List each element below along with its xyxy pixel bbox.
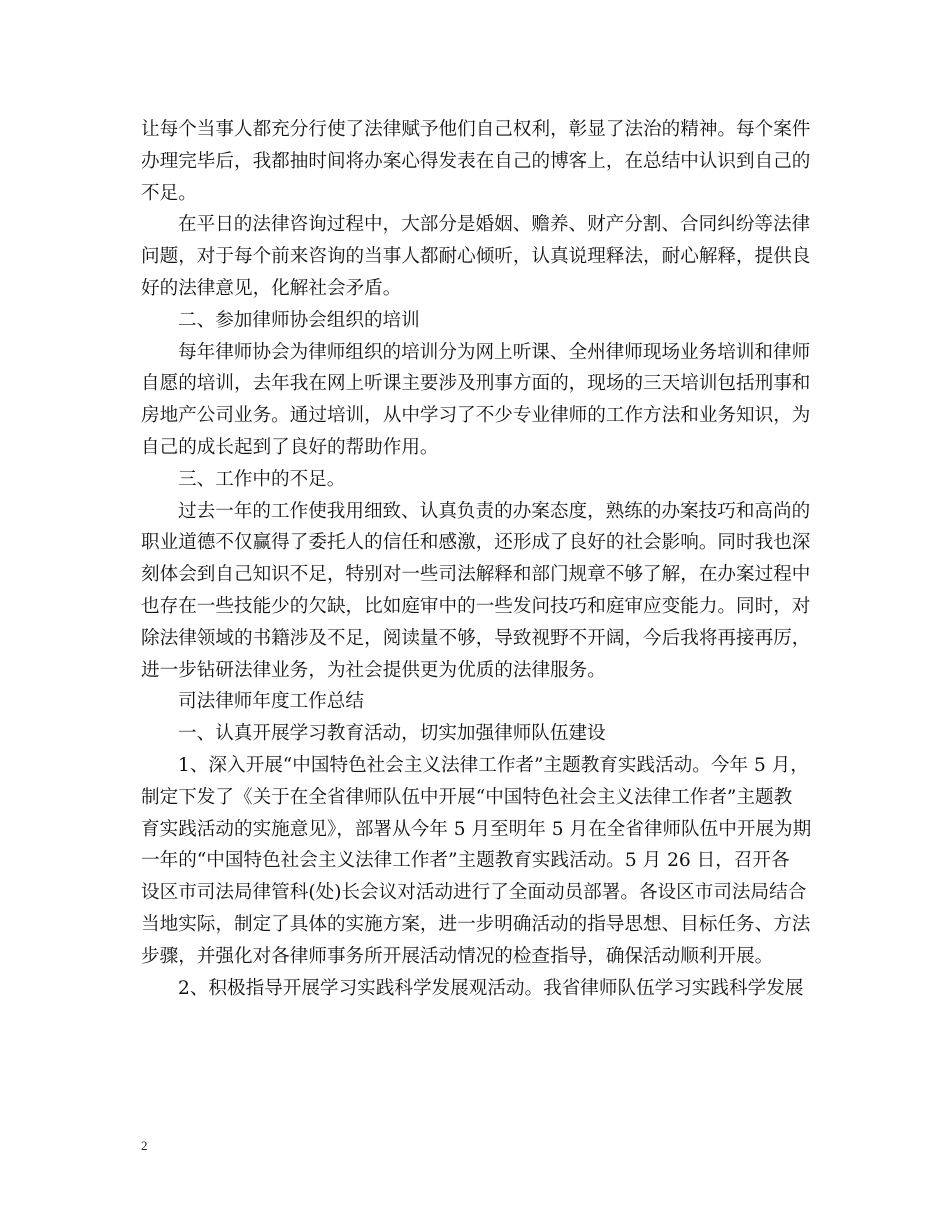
text-line: 1、深入开展“中国特色社会主义法律工作者”主题教育实践活动。今年 5 月， [178,754,809,776]
document-body [141,114,813,1004]
text-line: 一年的“中国特色社会主义法律工作者”主题教育实践活动。5 月 26 日，召开各 [141,850,790,872]
text-line: 每年律师协会为律师组织的培训分为网上听课、全州律师现场业务培训和律师 [178,341,811,363]
text-line: 职业道德不仅赢得了委托人的信任和感激，还形成了良好的社会影响。同时我也深 [141,532,811,554]
text-line: 二、参加律师协会组织的培训 [178,309,420,331]
text-line: 自己的成长起到了良好的帮助作用。 [141,436,439,458]
paragraph [141,114,813,209]
text-line: 设区市司法局律管科(处)长会议对活动进行了全面动员部署。各设区市司法局结合 [141,882,807,904]
text-line: 问题，对于每个前来咨询的当事人都耐心倾听，认真说理释法，耐心解释，提供良 [141,246,811,268]
text-line: 三、工作中的不足。 [178,468,346,490]
text-line: 让每个当事人都充分行使了法律赋予他们自己权利，彰显了法治的精神。每个案件 [141,119,811,140]
paragraph [141,464,813,496]
paragraph [141,973,813,1005]
text-line: 房地产公司业务。通过培训，从中学习了不少专业律师的工作方法和业务知识，为 [141,405,811,427]
text-line: 当地实际，制定了具体的实施方案，进一步明确活动的指导思想、目标任务、方法 [141,913,811,935]
text-line: 制定下发了《关于在全省律师队伍中开展“中国特色社会主义法律工作者”主题教 [141,786,793,808]
text-line: 自愿的培训，去年我在网上听课主要涉及刑事方面的，现场的三天培训包括刑事和 [141,373,811,395]
paragraph [141,750,813,973]
text-line: 除法律领域的书籍涉及不足，阅读量不够，导致视野不开阔，今后我将再接再厉， [141,627,811,649]
text-line: 刻体会到自己知识不足，特别对一些司法解释和部门规章不够了解，在办案过程中 [141,564,811,586]
text-line: 过去一年的工作使我用细致、认真负责的办案态度，熟练的办案技巧和高尚的 [178,500,811,522]
paragraph [141,718,813,750]
page-number: 2 [141,1138,148,1153]
text-line: 2、积极指导开展学习实践科学发展观活动。我省律师队伍学习实践科学发展 [178,977,804,999]
paragraph [141,496,813,687]
text-line: 步骤，并强化对各律师事务所开展活动情况的检查指导，确保活动顺利开展。 [141,945,774,967]
text-line: 在平日的法律咨询过程中，大部分是婚姻、赡养、财产分割、合同纠纷等法律 [178,214,811,236]
paragraph [141,686,813,718]
paragraph [141,209,813,304]
text-line: 也存在一些技能少的欠缺，比如庭审中的一些发问技巧和庭审应变能力。同时，对 [141,595,811,617]
paragraph [141,305,813,337]
text-line: 育实践活动的实施意见》，部署从今年 5 月至明年 5 月在全省律师队伍中开展为期 [141,818,812,840]
text-line: 不足。 [141,182,197,204]
text-line: 进一步钻研法律业务，为社会提供更为优质的法律服务。 [141,659,606,681]
text-line: 办理完毕后，我都抽时间将办案心得发表在自己的博客上，在总结中认识到自己的 [141,150,811,172]
text-line: 司法律师年度工作总结 [178,691,364,713]
paragraph [141,337,813,464]
text-line: 好的法律意见，化解社会矛盾。 [141,277,402,299]
text-line: 一、认真开展学习教育活动，切实加强律师队伍建设 [178,723,606,745]
